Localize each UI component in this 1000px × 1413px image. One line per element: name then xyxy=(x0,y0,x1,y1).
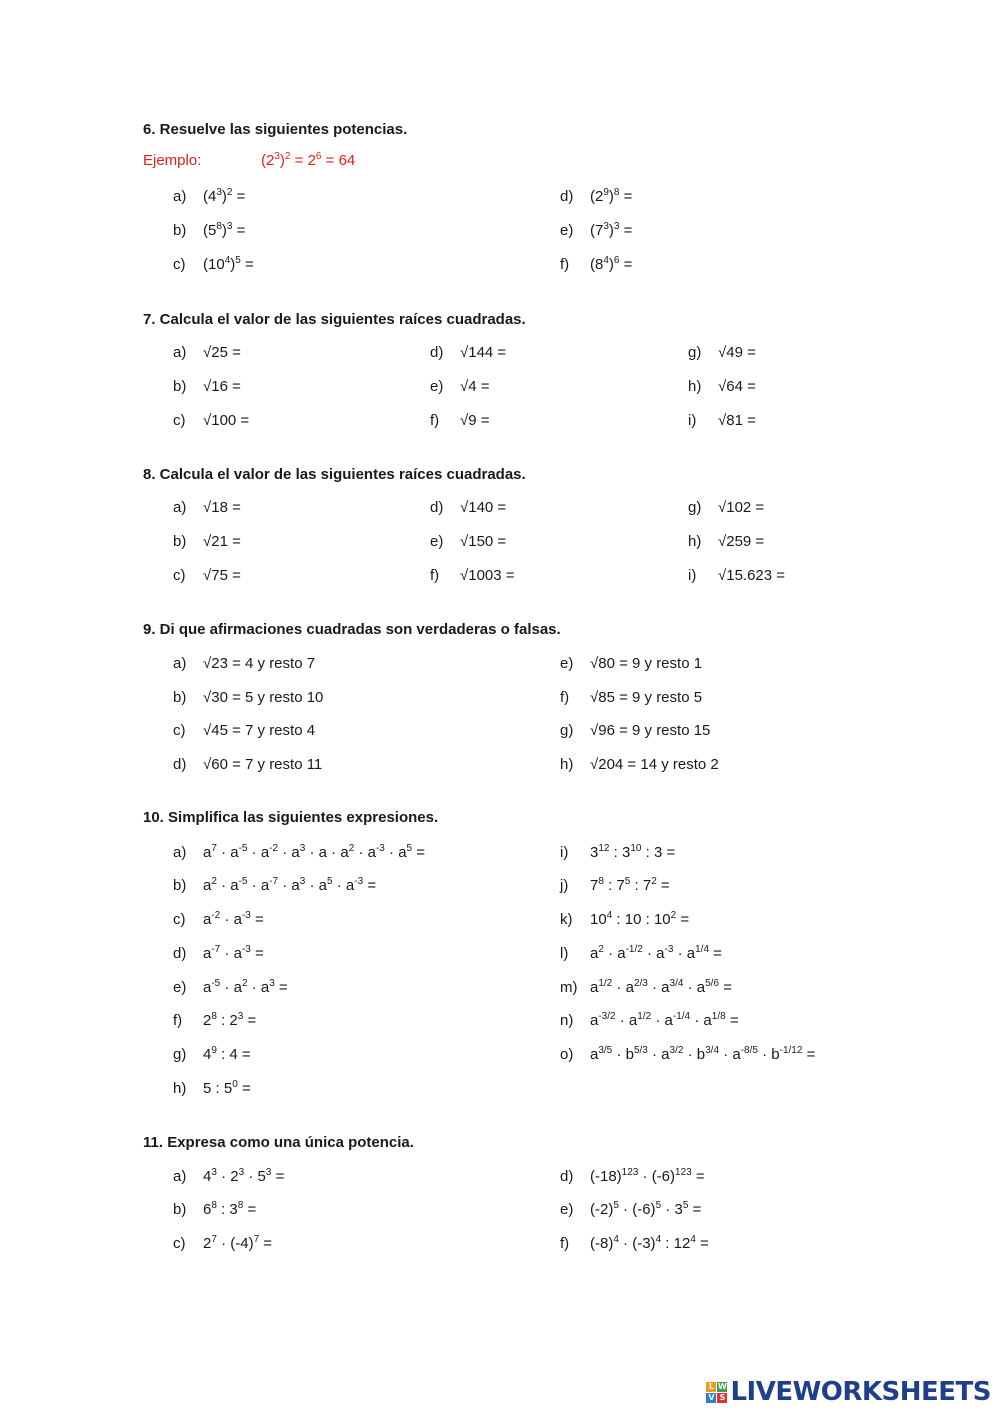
exercise-10a: a) $a^7 \cdot a^{-5} \cdot a^{-2} \cdot a^3 \cdot a \cdot a^2 \cdot a^{-3} \cdot a^5$ = xyxy=(173,843,426,861)
exercise-10o: o) $a^{3/5} \cdot b^{5/3} \cdot a^{3/2} \cdot b^{3/4} \cdot a^{-8/5} \cdot b^{-1/12}$ = xyxy=(560,1045,816,1063)
section-10-title: 10. Simplifica las siguientes expresiones. xyxy=(143,809,439,826)
exercise-9e: e) √80 = 9 y resto 1 xyxy=(560,655,703,672)
exercise-7g: g) √49 = xyxy=(688,344,756,361)
exercise-9a: a) √23 = 4 y resto 7 xyxy=(173,655,316,672)
section-6-title: 6. Resuelve las siguientes potencias. xyxy=(143,121,408,138)
exercise-9f: f) √85 = 9 y resto 5 xyxy=(560,689,703,706)
exercise-10l: l) $a^2 \cdot a^{-1/2} \cdot a^{-3} \cdot a^{1/4}$ = xyxy=(560,944,722,962)
exercise-7c: c) √100 = xyxy=(173,412,250,429)
exercise-10b: b) $a^2 \cdot a^{-5} \cdot a^{-7} \cdot a^3 \cdot a^5 \cdot a^{-3}$ = xyxy=(173,876,377,894)
logo-text: LIVEWORKSHEETS xyxy=(730,1377,991,1407)
exercise-10i: i) $3^{12}$ : $3^{10}$ : 3 = xyxy=(560,843,676,861)
exercise-10e: e) $a^{-5} \cdot a^2 \cdot a^3$ = xyxy=(173,978,288,996)
exercise-6b: b) $(5^8)^3$ = xyxy=(173,221,246,239)
exercise-10f: f) $2^8$ : $2^3$ = xyxy=(173,1011,257,1029)
exercise-9b: b) √30 = 5 y resto 10 xyxy=(173,689,324,706)
section-7-title: 7. Calcula el valor de las siguientes raíces cuadradas. xyxy=(143,311,526,328)
exercise-8c: c) √75 = xyxy=(173,567,241,584)
exercise-7a: a) √25 = xyxy=(173,344,241,361)
exercise-10j: j) $7^8$ : $7^5$ : $7^2$ = xyxy=(560,876,670,894)
exercise-8i: i) √15.623 = xyxy=(688,567,786,584)
exercise-7i: i) √81 = xyxy=(688,412,756,429)
section-9-title: 9. Di que afirmaciones cuadradas son verdaderas o falsas. xyxy=(143,621,561,638)
exercise-7h: h) √64 = xyxy=(688,378,756,395)
exercise-6d: d) $(2^9)^8$ = xyxy=(560,187,633,205)
exercise-8g: g) √102 = xyxy=(688,499,765,516)
logo-mark-icon: L W V S xyxy=(708,1381,727,1402)
exercise-7b: b) √16 = xyxy=(173,378,241,395)
exercise-8e: e) √150 = xyxy=(430,533,507,550)
example-label: Ejemplo: xyxy=(143,152,202,169)
exercise-6c: c) $(10^4)^5$ = xyxy=(173,255,254,273)
exercise-7d: d) √144 = xyxy=(430,344,507,361)
exercise-10h: h) 5 : $5^0$ = xyxy=(173,1079,251,1097)
exercise-11c: c) $2^7 \cdot (-4)^7$ = xyxy=(173,1234,273,1252)
exercise-11a: a) $4^3 \cdot 2^3 \cdot 5^3$ = xyxy=(173,1167,285,1185)
exercise-9d: d) √60 = 7 y resto 11 xyxy=(173,756,323,773)
exercise-9h: h) √204 = 14 y resto 2 xyxy=(560,756,719,773)
exercise-6f: f) $(8^4)^6$ = xyxy=(560,255,633,273)
exercise-9c: c) √45 = 7 y resto 4 xyxy=(173,722,316,739)
exercise-11f: f) $(-8)^4 \cdot (-3)^4$ : $12^4$ = xyxy=(560,1234,709,1252)
exercise-10d: d) $a^{-7} \cdot a^{-3}$ = xyxy=(173,944,264,962)
exercise-9g: g) √96 = 9 y resto 15 xyxy=(560,722,711,739)
exercise-11e: e) $(-2)^5 \cdot (-6)^5 \cdot 3^5$ = xyxy=(560,1200,702,1218)
section-8-title: 8. Calcula el valor de las siguientes raíces cuadradas. xyxy=(143,466,526,483)
exercise-8h: h) √259 = xyxy=(688,533,765,550)
exercise-8f: f) √1003 = xyxy=(430,567,515,584)
exercise-10m: m) $a^{1/2} \cdot a^{2/3} \cdot a^{3/4} \cdot a^{5/6}$ = xyxy=(560,978,732,996)
exercise-8b: b) √21 = xyxy=(173,533,241,550)
exercise-10k: k) $10^4$ : 10 : $10^2$ = xyxy=(560,910,690,928)
exercise-8d: d) √140 = xyxy=(430,499,507,516)
exercise-7e: e) √4 = xyxy=(430,378,490,395)
exercise-11d: d) $(-18)^{123} \cdot (-6)^{123}$ = xyxy=(560,1167,705,1185)
example-line xyxy=(143,151,356,170)
exercise-8a: a) √18 = xyxy=(173,499,241,516)
exercise-6e: e) $(7^3)^3$ = xyxy=(560,221,633,239)
exercise-10n: n) $a^{-3/2} \cdot a^{1/2} \cdot a^{-1/4} \cdot a^{1/8}$ = xyxy=(560,1011,739,1029)
exercise-10c: c) $a^{-2} \cdot a^{-3}$ = xyxy=(173,910,264,928)
liveworksheets-logo xyxy=(706,1377,991,1407)
example-expression: $(2^3)^2 = 2^6 = 64$ xyxy=(261,151,356,169)
exercise-7f: f) √9 = xyxy=(430,412,490,429)
exercise-11b: b) $6^8$ : $3^8$ = xyxy=(173,1200,257,1218)
exercise-10g: g) $4^9$ : 4 = xyxy=(173,1045,251,1063)
exercise-6a: a) $(4^3)^2$ = xyxy=(173,187,246,205)
section-11-title: 11. Expresa como una única potencia. xyxy=(143,1134,414,1151)
